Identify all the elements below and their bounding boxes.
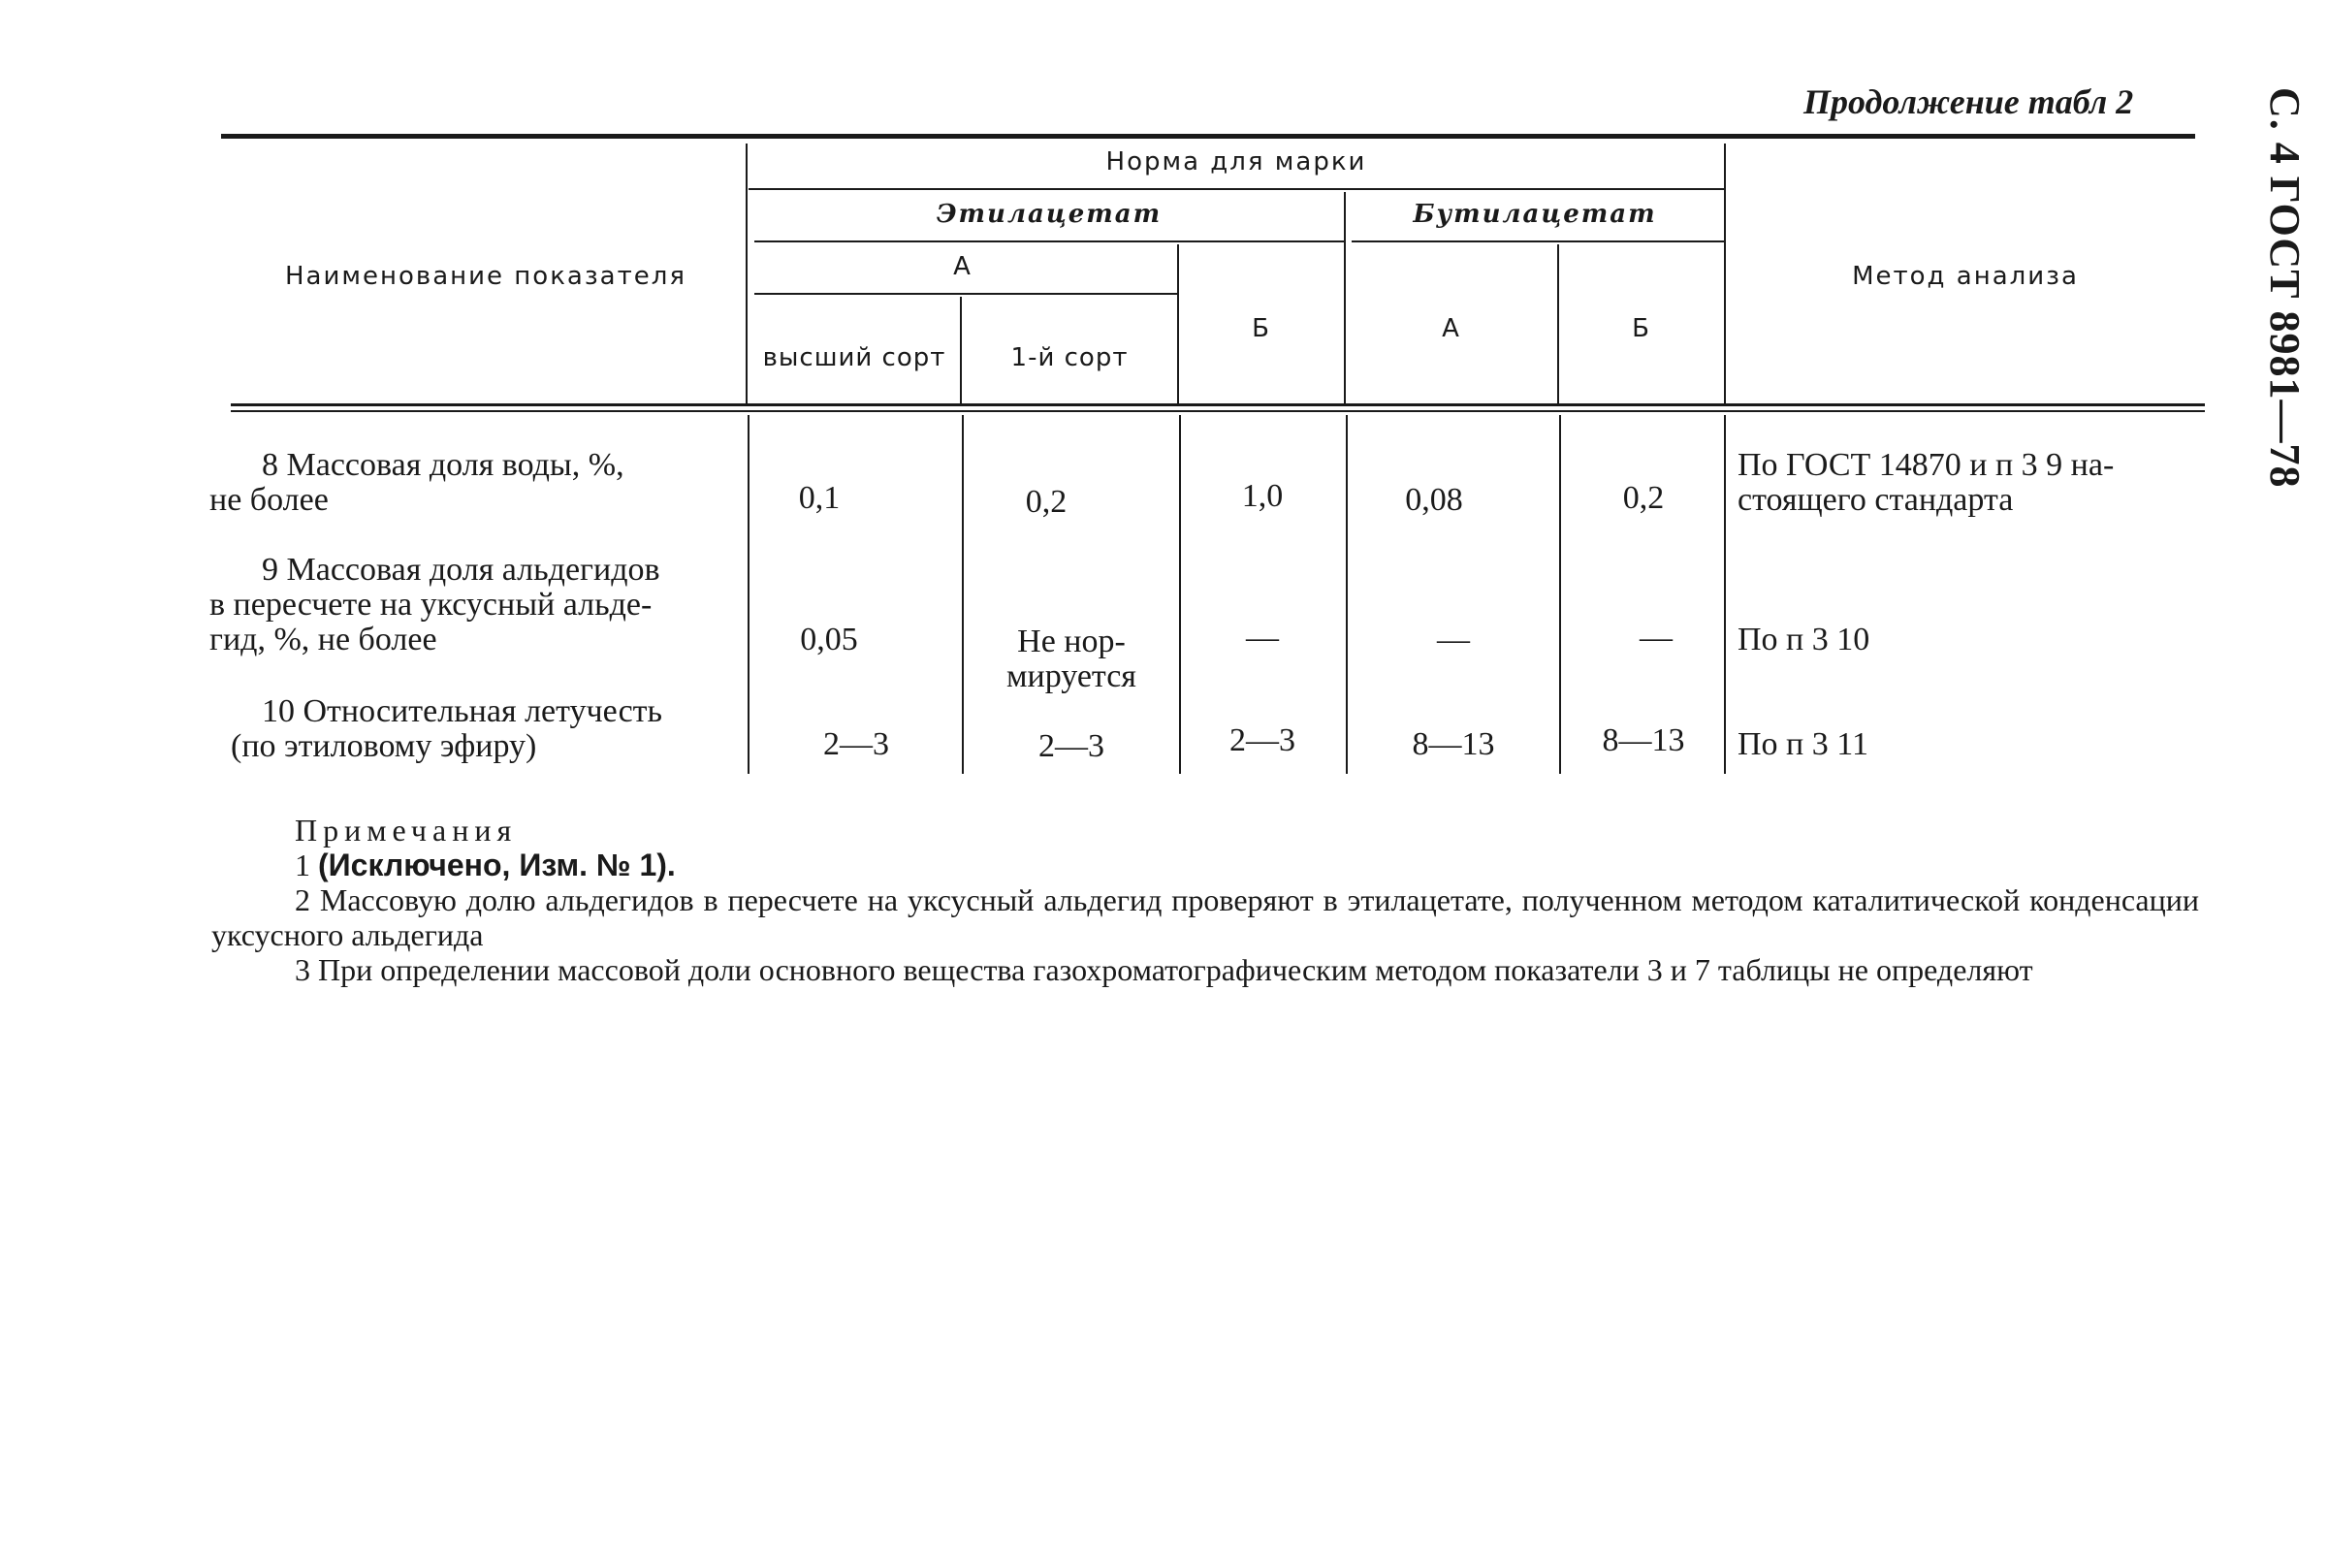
- header-method: Метод анализа: [1852, 262, 2079, 291]
- header-top-grade: высший сорт: [762, 343, 946, 372]
- side-page-label: [2259, 87, 2328, 489]
- row10-name-line2: (по этиловому эфиру): [231, 728, 537, 764]
- header-ethyl: Этилацетат: [936, 200, 1163, 229]
- header-rule-butyl: [1352, 240, 1724, 242]
- notes-section: [211, 813, 2199, 987]
- header-butyl-b: Б: [1632, 314, 1651, 343]
- body-vline-5: [1559, 415, 1561, 774]
- row8-method-line1: По ГОСТ 14870 и п 3 9 на-: [1738, 447, 2115, 483]
- header-first-grade: 1-й сорт: [1010, 343, 1129, 372]
- continuation-title: Продолжение табл 2: [1803, 82, 2134, 121]
- row9-value-top-grade: 0,05: [800, 622, 858, 657]
- header-ethyl-a: А: [953, 252, 973, 281]
- header-rule-norm: [749, 188, 1724, 190]
- row9-value-butyl-a: —: [1437, 622, 1470, 657]
- row10-name-line1: 10 Относительная летучесть: [262, 693, 663, 729]
- row10-method-line1: По п 3 11: [1738, 726, 1868, 762]
- side-page-label-text: С. 4 ГОСТ 8981—78: [2261, 87, 2309, 489]
- row8-name-line2: не более: [209, 482, 329, 518]
- header-butyl: Бутилацетат: [1413, 200, 1657, 229]
- header-indicator: Наименование показателя: [284, 262, 686, 291]
- row8-value-butyl-b: 0,2: [1622, 480, 1665, 516]
- row10-value-butyl-a: 8—13: [1412, 726, 1495, 762]
- header-butyl-a: А: [1442, 314, 1461, 343]
- header-bottom-rule-2: [231, 410, 2205, 412]
- header-vline-1: [746, 144, 748, 403]
- row9-value-first-grade-cont: мируется: [1006, 658, 1136, 694]
- row8-value-top-grade: 0,1: [798, 480, 841, 516]
- row8-value-first-grade: 0,2: [1025, 484, 1068, 520]
- body-vline-4: [1346, 415, 1348, 774]
- header-rule-ethyl: [754, 240, 1344, 242]
- row9-name-line3: гид, %, не более: [209, 622, 437, 657]
- row8-value-ethyl-b: 1,0: [1241, 478, 1284, 514]
- body-vline-1: [748, 415, 749, 774]
- row9-value-butyl-b: —: [1640, 620, 1673, 656]
- body-vline-2: [962, 415, 964, 774]
- table-top-rule: [221, 134, 2195, 139]
- row9-name-line2: в пересчете на уксусный альде-: [209, 587, 653, 623]
- row9-method-line1: По п 3 10: [1738, 622, 1870, 657]
- header-rule-ethyl-a: [754, 293, 1179, 295]
- note-1-number: 1: [295, 848, 310, 882]
- header-bottom-rule-1: [231, 403, 2205, 406]
- note-1: [211, 848, 2199, 882]
- row9-value-first-grade: Не нор-: [1017, 624, 1126, 659]
- header-norm-group: Норма для марки: [1105, 147, 1367, 176]
- row10-value-top-grade: 2—3: [823, 726, 889, 762]
- note-1-text: (Исключено, Изм. № 1).: [318, 848, 676, 882]
- row8-method-line2: стоящего стандарта: [1738, 482, 2014, 518]
- row8-name-line1: 8 Массовая доля воды, %,: [262, 447, 624, 483]
- row10-value-butyl-b: 8—13: [1602, 722, 1685, 758]
- body-vline-3: [1179, 415, 1181, 774]
- row10-value-ethyl-b: 2—3: [1229, 722, 1295, 758]
- note-3: 3 При определении массовой доли основного вещества газохроматографическим методом показатели 3 и 7 таблицы не определяют: [295, 952, 2033, 987]
- notes-title: Примечания: [295, 813, 518, 848]
- row10-value-first-grade: 2—3: [1038, 728, 1104, 764]
- body-vline-6: [1724, 415, 1726, 774]
- header-ethyl-b: Б: [1252, 314, 1271, 343]
- note-2: 2 Массовую долю альдегидов в пересчете на уксусный альдегид проверяют в этилацетате, полученном методом каталитической конденсации уксусного альдегида: [211, 882, 2199, 952]
- row8-value-butyl-a: 0,08: [1405, 482, 1463, 518]
- row9-name-line1: 9 Массовая доля альдегидов: [262, 552, 660, 588]
- row9-value-ethyl-b: —: [1246, 620, 1279, 656]
